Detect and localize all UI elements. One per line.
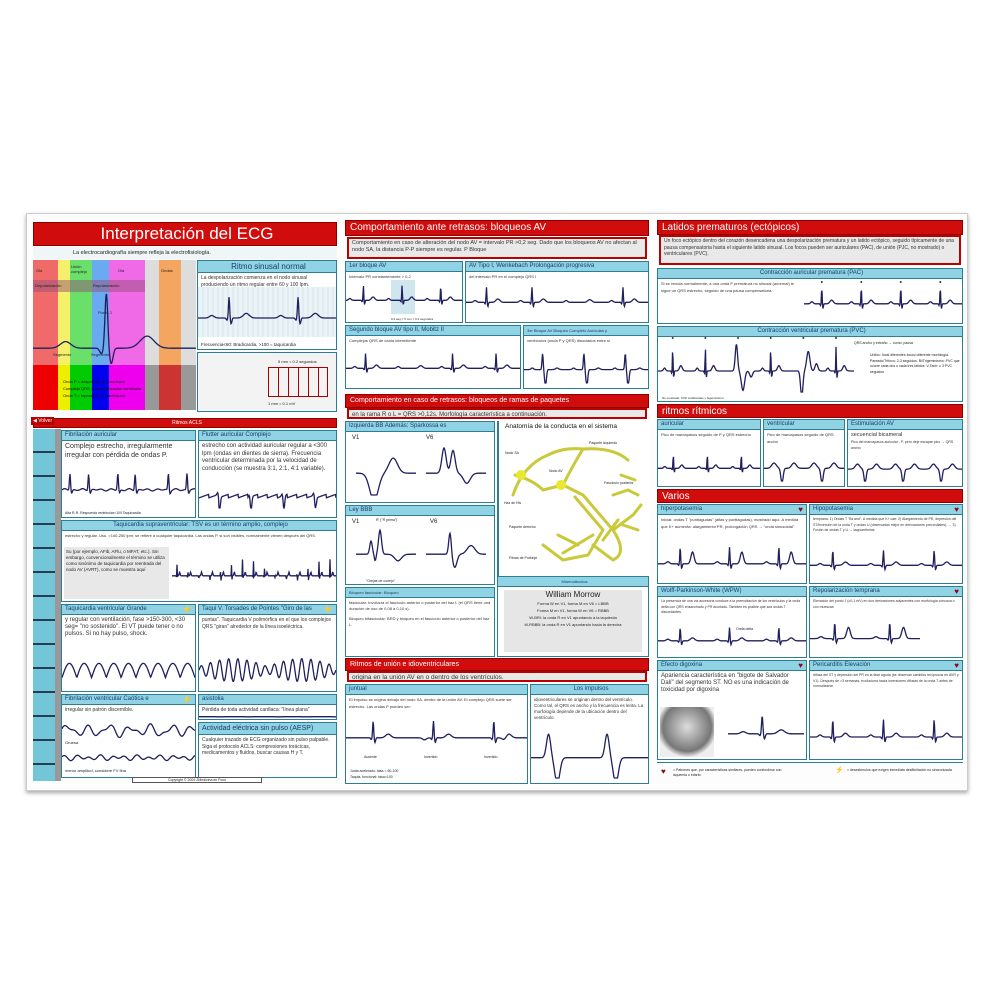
- panel-header: Ritmo sinusal normal: [198, 261, 336, 273]
- panel-text: irregular sin patrón discernible.: [65, 707, 134, 713]
- panel-wenckebach: [465, 261, 649, 323]
- panel-text: QRS ancho y extraño → como: pausa: [854, 341, 913, 345]
- panel-header: Taquicardia supraventricular: TSV es un término amplio, complejo: [62, 521, 336, 531]
- panel-svt: [61, 520, 337, 602]
- panel-text: ventrículos (onda P y QRS) disociados entre sí: [527, 338, 611, 343]
- ecg-trace: [426, 448, 486, 483]
- anatomy-label: Paquete derecho: [509, 525, 536, 529]
- diagram-label: Unión complejo: [71, 264, 88, 274]
- heart-icon: ♥: [661, 767, 666, 776]
- panel-header: auricular: [658, 420, 760, 430]
- panel-text: La presencia de una vía accesoria conduce a la preexcitación de los ventrículos y la onda delta con QRS ensanchado y PR acortado. También es posible que sea ondas T discordantes.: [661, 599, 801, 614]
- panel-text: Inicial: ondas T "puntiagudas" (altas y puntiagudas), mostrado aquí. A medida que K+ aumenta: alargamiento PR, prolongación QRS → "onda sinusoidal": [661, 517, 799, 529]
- diagram-label: Segmento: [53, 352, 72, 357]
- mnemonic-name: William Morrow: [545, 590, 601, 599]
- label-coarse: Gruesa: [65, 740, 79, 745]
- ecg-trace: [531, 734, 648, 778]
- beat-marker: [802, 337, 804, 339]
- ecg-waveform: [346, 346, 520, 382]
- panel-text: Cualquier trazado de ECG organizado sin pulso palpable. Siga el protocolo ACLS: compresiones torácicas, medicamentos y fluidos, buscar causas H y T.: [202, 737, 330, 756]
- heart-icon: ♥: [954, 587, 959, 596]
- ecg-trace: [810, 550, 962, 569]
- panel-header: juntual: [346, 685, 527, 695]
- ecg-waveform: [199, 649, 336, 683]
- wave-label: Ausente: [364, 755, 377, 759]
- grid-caption: 5 mm = 0.2 segundos: [278, 359, 317, 364]
- heart-icon: ♥: [798, 661, 803, 670]
- panel-text: puntas". Taquicardia V polimórfica en el que los complejos QRS "giran" alrededor de la línea isoeléctrica.: [202, 617, 331, 630]
- side-tab-strip: [33, 429, 55, 781]
- panel-header: Actividad eléctrica sin pulso (AESP): [199, 723, 336, 735]
- panel-pea: [198, 722, 337, 778]
- panel-text: Pérdida de toda actividad cardiaca: "línea plana": [202, 707, 310, 713]
- ecg-waveform: [346, 713, 527, 753]
- heart-icon: ♥: [954, 661, 959, 670]
- ecg-waveform: [531, 723, 648, 779]
- panel-header: Hipopotasemia: [810, 505, 962, 515]
- ecg-trace: [728, 717, 804, 739]
- ecg-trace: [62, 755, 195, 761]
- ecg-trace: [524, 354, 648, 383]
- heart-icon: ♥: [798, 505, 803, 514]
- section-note: origina en la unión AV en o dentro de los ventrículos.: [347, 671, 647, 682]
- panel-caption: 0,2 seg = 5 mm = 0,2 segundos: [391, 317, 434, 321]
- ecg-trace: [346, 721, 527, 742]
- section-note: Comportamiento en caso de alteración del nodo AV = intervalo PR >0,2 seg. Dado que los bloqueos AV no afectan al nodo SA, la distancia P-P siempre es regular. P Bloque: [347, 237, 647, 259]
- panel-text: Elevación del punto J (≥0,1 mV) en dos derivaciones adyacentes con morfología cóncava o con muescas: [813, 599, 955, 609]
- ecg-waveform: [804, 279, 962, 319]
- lightning-bolt-icon: ⚡: [182, 605, 192, 614]
- ecg-waveform: [356, 436, 416, 496]
- panel-header: Contracción auricular prematura (PAC): [658, 269, 962, 279]
- beat-marker: [737, 337, 739, 339]
- panel-text: La despolarización comienza en el nodo sinusal produciendo un ritmo regular entre 60 y 100 lpm.: [201, 275, 310, 288]
- panel-third-degree-av-block: [523, 325, 649, 389]
- beat-marker: [704, 337, 706, 339]
- legend-line: Onda T = repolarización ventricular: [63, 393, 126, 398]
- anatomy-label: Fascículo posterior: [604, 481, 634, 485]
- panel-footer: Taquia. funcional: tasa>100: [350, 775, 393, 779]
- label-fine: menor amplitud, considere FV fina: [65, 768, 126, 773]
- ecg-waveform: [198, 287, 336, 337]
- mnemonic-line: M-RBBB: la onda R en V1 apuntando hacia la derecha: [524, 622, 622, 627]
- ecg-trace: [356, 530, 416, 561]
- panel-header: ventricular: [764, 420, 844, 430]
- ecg-trace: [62, 473, 195, 493]
- ecg-trace: [810, 720, 962, 742]
- panel-william-morrow: [497, 576, 649, 657]
- ecg-trace: [764, 463, 844, 481]
- ecg-trace: [62, 663, 195, 677]
- panel-header: Pericarditis Elevación: [810, 661, 962, 671]
- mnemonic-line: Forma W en V1, forma M en V6 = LBBB: [537, 601, 609, 606]
- ecg-waveform: [848, 448, 962, 482]
- poster-title: Interpretación del ECG: [33, 222, 337, 246]
- panel-idioventricular: [530, 684, 649, 784]
- ecg-trace: [426, 533, 486, 567]
- lead-label: V1: [352, 435, 360, 441]
- ecg-waveform: [764, 446, 844, 482]
- legend: [657, 762, 963, 784]
- panel-text: difusa del ST y depresión del PR en la fase aguda (se observan cambios recíprocos en AVR y V1). Después de >3 semanas, evoluciona hacia inversiones difusas de la onda T antes de normalizarse: [813, 673, 959, 688]
- diagram-label: Ondas: [161, 268, 173, 273]
- diagram-label: Depolarización: [35, 283, 62, 288]
- mnemonic-line: Forma M en V1, forma W en V6 = RBBB: [537, 608, 609, 613]
- panel-text: del intervalo PR en el complejo QRS I: [469, 274, 537, 279]
- copyright: Copyright © 2009 ZMedicina en Foco: [132, 777, 262, 783]
- ecg-waveform: [426, 522, 486, 574]
- panel-header: Fibrilación auricular: [62, 431, 195, 441]
- panel-hypokalemia: [809, 504, 963, 584]
- panel-aside: Su (por ejemplo, AFib, AFlu, o MFAT, etc.). Sin embargo, convencionalmente el término se utiliza como sinónimo de taquicardia por reentrada del nodo AV (AVRT), como se muestra aquí: [64, 547, 169, 599]
- back-button[interactable]: [31, 417, 54, 425]
- ecg-waveform: [356, 522, 416, 574]
- panel-header: asistolia: [199, 695, 336, 705]
- panel-subtitle: secuencial bicameral: [851, 432, 903, 438]
- panel-ventricular-tachycardia: [61, 604, 196, 692]
- anatomy-label: Fibras de Purkinje: [509, 556, 538, 560]
- panel-paced-ventricular: [763, 419, 845, 487]
- panel-header: 3er Bloque AV Bloqueo Completo Aurículas y: [524, 326, 648, 336]
- panel-ecg-grid: [197, 352, 337, 412]
- ecg-waveform: [62, 647, 195, 685]
- section-header-misc: Varios: [657, 489, 963, 503]
- panel-text: Pico de marcapasos seguido de QRS ancho: [767, 432, 834, 444]
- salvador-dali-portrait: [660, 707, 714, 757]
- panel-mobitz-ii: [345, 325, 521, 389]
- panel-text: Complejo estrecho, irregularmente irregular con pérdida de ondas P.: [65, 443, 173, 459]
- back-label: Volver: [38, 418, 53, 424]
- legend-heart-text: = Patrones que, por características similares, pueden confundirse con isquemia o infarto.: [673, 768, 782, 777]
- panel-pac: [657, 268, 963, 324]
- panel-pericarditis: [809, 660, 963, 760]
- ecg-trace: [346, 286, 462, 305]
- ecg-waveform: [658, 621, 806, 653]
- heart-icon: ♥: [954, 505, 959, 514]
- panel-text: Complejos QRS de caída intermitente: [349, 338, 417, 343]
- legend-line: Complejo QRS = despolarización ventricular: [63, 386, 142, 391]
- panel-header: Izquierda BB Además: Sparkossa es: [346, 422, 494, 432]
- panel-atrial-fibrillation: [61, 430, 196, 518]
- panel-footer: Alta R-R. Respuesta ventricular>100 Taquicardia: [65, 511, 141, 515]
- anatomy-label: Paquete izquierdo: [589, 441, 618, 445]
- panel-header: hiperpotasemia: [658, 505, 806, 515]
- lead-label: V6: [426, 435, 434, 441]
- panel-text: temprana: 1) Ondas T "fla and". A medida que K+ cae: 2) Alargamiento de PR, depresión del ST/inversión de la onda T y ondas U (observadas mejor en derivaciones precordiales). → 3) Fusión de ondas T y U → taquiarritmias: [813, 517, 957, 532]
- ecg-trace: [62, 724, 195, 738]
- ecg-waveform: [346, 278, 462, 314]
- ecg-trace: [199, 659, 336, 682]
- panel-header: Mnemotécnica: [498, 577, 648, 587]
- panel-text: y regular con ventilación, fase >150-300, <30 seg= "no sostenido". El VT puede tener o no pulsos. Si no hay pulso, shock.: [65, 617, 186, 637]
- lead-label: V6: [430, 519, 438, 525]
- panel-header: 1er bloque AV: [346, 262, 462, 272]
- ecg-trace: [466, 287, 648, 306]
- panel-header: Fibrilación ventricular Caótica e: [62, 695, 195, 705]
- panel-text: fascicular: Involucra el fascículo anterior o posterior del haz L (el QRS tiene una duración de uso de 0,08 a 0,10 s).: [349, 600, 491, 611]
- lightning-bolt-icon: ⚡: [323, 605, 333, 614]
- panel-text: estrecho con actividad auricular regular a <300 lpm (ondas en dientes de sierra). Frecuencia ventricular determinada por la velocidad de conducción (se muestra 3:1, 2:1, 4:1 variable).: [202, 443, 327, 472]
- section-note: Un foco ectópico dentro del corazón desencadena una despolarización prematura y un latido ectópico, seguido típicamente de una pausa compensatoria hasta el siguiente latido sinusal. Los focos pueden ser auriculares (PAC), de unión (PJC, no mostrado) o ventriculares (PVC).: [659, 235, 961, 265]
- anatomy-label: Haz de His: [504, 501, 522, 505]
- lead-label: V1: [352, 519, 360, 525]
- panel-fascicular-block: [345, 587, 495, 657]
- ecg-trace: [172, 559, 336, 580]
- panel-header: AV Tipo I, Wenkebach Prolongación progresiva: [466, 262, 648, 272]
- ecg-trace: [658, 628, 806, 645]
- ecg-wave-diagram: [33, 260, 196, 410]
- beat-marker: [900, 281, 902, 283]
- ecg-trace: [346, 354, 520, 373]
- panel-pvc: [657, 326, 963, 402]
- panel-header: Estimulación AV: [848, 420, 962, 430]
- section-note: en la rama R o L = QRS >0,12s. Morfología característica a continuación.: [347, 408, 647, 419]
- anatomy-label: Nodo AV: [549, 469, 563, 473]
- mnemonic-line: W-BRI: la onda R en V1 apuntando a la izquierda: [529, 615, 617, 620]
- ecg-waveform: [810, 615, 920, 653]
- wave-label: Invertido: [484, 755, 498, 759]
- ecg-waveform: [658, 446, 760, 482]
- panel-footer: Frecuencia<60: Bradicardia, >100 = taquicardia: [201, 342, 296, 347]
- ecg-trace: [658, 457, 760, 472]
- delta-wave-label: Onda delta: [736, 627, 754, 631]
- beat-marker: [672, 337, 674, 339]
- panel-text: Apariencia característica en "bigote de Salvador Dalí" del segmento ST. NO es una indicación de toxicidad por digoxina: [661, 673, 789, 693]
- panel-digoxin-effect: [657, 660, 807, 760]
- ecg-trace: [848, 464, 962, 481]
- ecg-trace: [658, 547, 806, 568]
- panel-caption: "Orejas de conejo": [366, 579, 395, 583]
- beat-marker: [835, 337, 837, 339]
- ecg-waveform: [728, 709, 804, 749]
- ecg-waveform: [810, 711, 962, 753]
- panel-header: Contracción ventricular prematura (PVC): [658, 327, 962, 337]
- panel-hyperkalemia: [657, 504, 807, 584]
- ecg-trace: [356, 458, 416, 495]
- diagram-label: Segmento: [91, 352, 110, 357]
- legend-bolt-text: = desestímulos que exigen inmediata desfibrilación no sincronizada: [847, 768, 952, 772]
- diagram-label: Ola: [36, 268, 43, 273]
- ecg-waveform: [62, 749, 195, 763]
- diagram-label: Ola: [118, 268, 125, 273]
- panel-text: Pico del marcapasos auricular - P, pero deje escapar pico → QRS ancho: [851, 439, 954, 450]
- ecg-waveform: [62, 465, 195, 505]
- ecg-waveform: [658, 335, 854, 393]
- ecg-waveform: [199, 475, 336, 509]
- panel-junctional: [345, 684, 528, 784]
- panel-asystole: [198, 694, 337, 720]
- beat-marker: [821, 281, 823, 283]
- diagram-label: Repolarización: [93, 283, 120, 288]
- ecg-trace: [804, 291, 962, 309]
- diagram-label: Punto J: [98, 310, 112, 315]
- panel-header: Los impulsos: [531, 685, 648, 695]
- ecg-waveform: [466, 280, 648, 316]
- ecg-trace: [33, 294, 196, 363]
- section-header-bundle-branch: Comportamiento en caso de retrasos: bloqueos de ramas de paquetes: [345, 394, 649, 408]
- panel-torsades: [198, 604, 337, 692]
- panel-early-repolarization: [809, 586, 963, 658]
- section-header-junctional: Ritmos de unión e idioventriculares: [345, 658, 649, 671]
- grid-illustration: [268, 367, 328, 397]
- subtitle: La electrocardiografía siempre refleja la electrofisiología.: [33, 247, 337, 259]
- section-header-paced: ritmos rítmicos: [657, 404, 963, 418]
- lightning-bolt-icon: ⚡: [182, 695, 192, 704]
- panel-text: El impulso se origina debajo del nodo SA, dentro de la unión AV. El complejo QRS suele ser estrecho. Las ondas P pueden ser:: [349, 697, 512, 709]
- ecg-trace: [810, 625, 920, 643]
- panel-header: Taqui V. Torsades de Pointes "Giro de las: [199, 605, 336, 615]
- panel-paced-atrial: [657, 419, 761, 487]
- panel-footer: No mostrado: CVP multifocales y bigeminismo: [662, 396, 724, 400]
- beat-marker: [860, 281, 862, 283]
- wave-label: Invertido: [424, 755, 438, 759]
- panel-header: Taquicardia ventricular Grande: [62, 605, 195, 615]
- ecg-waveform: [199, 713, 336, 719]
- beat-marker: [770, 337, 772, 339]
- panel-text: Unifoc: focal diferentes focos=diferente morfología. Pareado/Trifoco: 2-3 seguidos. Bi/Trigeminismo: PVC que ocurre cada dos o cada tres latidos. V-Tach: ≥ 3 PVC seguidos: [870, 353, 960, 374]
- panel-rbbb: [345, 505, 495, 585]
- panel-text: Si se recicla normalmente, a una onda P prematura no sinusal (anormal) le sigue un QRS estrecho, seguido de una pausa compensatoria.: [661, 281, 794, 293]
- panel-text: Pico de marcapasos seguido de P y QRS estrecho: [661, 432, 751, 437]
- ecg-waveform: [172, 551, 336, 591]
- section-header-ectopic: Latidos prematuros (ectópicos): [657, 220, 963, 235]
- section-header-av-blocks: Comportamiento ante retrasos: bloqueos AV: [345, 220, 649, 236]
- panel-first-degree-av-block: [345, 261, 463, 323]
- panel-header: Repolarización temprana: [810, 587, 962, 597]
- panel-text: estrecho y regular. Usu. >140-250 lpm; se refiere a cualquier taquicardia. Las ondas P, si son visibles, normalmente vienen después del QRS.: [65, 533, 317, 538]
- legend-line: Onda P = despolarización auricular: [63, 379, 126, 384]
- ecg-waveform: [62, 717, 195, 739]
- panel-header: Bloqueo fascicular: Bloqueo: [346, 588, 494, 598]
- ecg-waveform: [658, 539, 806, 579]
- panel-footer: Junta acelerado: tasa = 60-100: [350, 769, 399, 773]
- panel-header: Anatomía de la conducta en el sistema: [505, 423, 618, 430]
- ecg-waveform: [524, 346, 648, 384]
- panel-text: Bloqueo bifascicular: BRD y bloqueo en el fascículo anterior o posterior del haz L.: [349, 616, 490, 627]
- beat-marker: [939, 281, 941, 283]
- ecg-waveform: [810, 543, 962, 579]
- panel-header: Flutter auricular Complejo: [199, 431, 336, 441]
- section-header-acls: Ritmos ACLS: [33, 418, 337, 428]
- panel-text: Intervalo PR constantemente > 0,2: [349, 274, 411, 279]
- panel-header: Ley BBB: [346, 506, 494, 516]
- panel-lbbb: [345, 421, 495, 503]
- panel-ventricular-fibrillation: [61, 694, 196, 778]
- arrow-left-icon: ◀: [33, 418, 39, 424]
- ecg-waveform: [33, 280, 196, 390]
- lightning-bolt-icon: ⚡: [835, 767, 844, 774]
- ecg-trace: [199, 493, 336, 508]
- panel-header: Wolff-Parkinson-White (WPW): [658, 587, 806, 597]
- ecg-poster: [26, 213, 968, 791]
- panel-text: idioventriculares se originan dentro del ventrículo. Como tal, el QRS es ancho y la frecuencia es lenta. La morfología depende de la ubicación dentro del ventrículo.: [534, 697, 644, 720]
- ecg-trace: [658, 344, 854, 392]
- panel-header: Efecto digoxina: [658, 661, 806, 671]
- anatomy-label: Nodo SA: [505, 451, 520, 455]
- conduction-system-illustration: [503, 435, 649, 565]
- panel-conduction-anatomy: [497, 421, 649, 576]
- ecg-waveform: [426, 436, 486, 496]
- panel-wpw: [657, 586, 807, 658]
- panel-normal-sinus-rhythm: [197, 260, 337, 350]
- panel-header: Segundo bloque AV tipo II, Mobitz II: [346, 326, 520, 336]
- panel-atrial-flutter: [198, 430, 337, 518]
- grid-caption: 1 mm = 0.1 mV: [268, 401, 296, 406]
- rprime-label: R' ("R prima"): [376, 518, 398, 522]
- panel-paced-av: [847, 419, 963, 487]
